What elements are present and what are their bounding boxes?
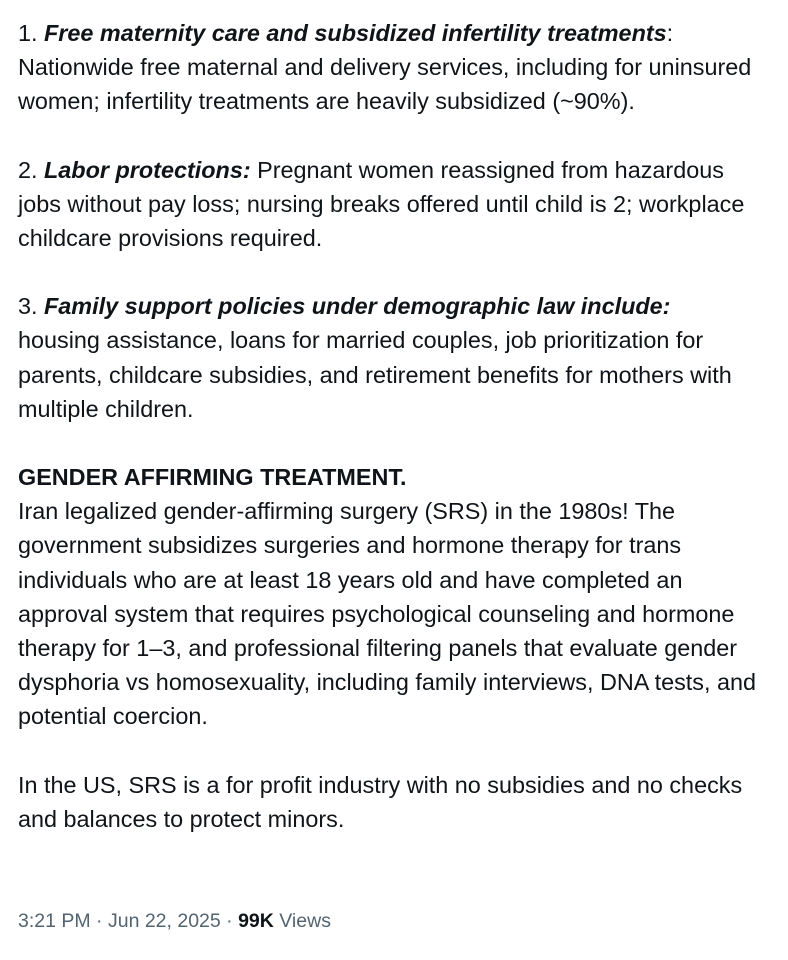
list-item-text: housing assistance, loans for married couples, job prioritization for parents, childcare subsidies, and retirement benefits for mothers with multiple children.: [18, 327, 732, 422]
list-item-title: Labor protections:: [44, 156, 251, 183]
views-count: 99K: [238, 910, 274, 932]
separator: ·: [226, 910, 233, 932]
closing-paragraph: In the US, SRS is a for profit industry with no subsidies and no checks and balances to protect minors.: [18, 771, 743, 832]
gender-section: [18, 460, 770, 734]
tweet-metadata: [18, 904, 331, 938]
post-time: 3:21 PM: [18, 910, 91, 932]
list-item-text: Nationwide free maternal and delivery services, including for uninsured women; infertility treatments are heavily subsidized (~90%).: [18, 54, 752, 115]
section-text: Iran legalized gender-affirming surgery (SRS) in the 1980s! The government subsidizes surgeries and hormone therapy for trans individuals who are at least 18 years old and have completed an approval system that requires psychological counseling and hormone therapy for 1–3, and professional filtering panels that evaluate gender dysphoria vs homosexuality, including family interviews, DNA tests, and potential coercion.: [18, 498, 756, 730]
section-heading: GENDER AFFIRMING TREATMENT.: [18, 464, 407, 491]
list-item-family-support: [18, 289, 770, 426]
list-item-title: Free maternity care and subsidized infertility treatments: [44, 20, 667, 46]
list-item-title: Family support policies under demographic law include:: [44, 293, 671, 320]
list-item-number: 2.: [18, 156, 38, 183]
list-item-number: 1.: [18, 20, 38, 46]
separator: ·: [96, 910, 103, 932]
list-item-labor-protections: [18, 153, 770, 256]
list-item-text: Pregnant women reassigned from hazardous jobs without pay loss; nursing breaks offered until child is 2; workplace childcare provisions required.: [18, 156, 745, 252]
list-item-maternity-care: [18, 16, 770, 119]
list-item-title-suffix: :: [666, 20, 674, 46]
views-label: Views: [279, 910, 331, 932]
timestamp-link[interactable]: [18, 910, 221, 932]
post-date: Jun 22, 2025: [107, 910, 221, 932]
list-item-number: 3.: [18, 293, 38, 320]
